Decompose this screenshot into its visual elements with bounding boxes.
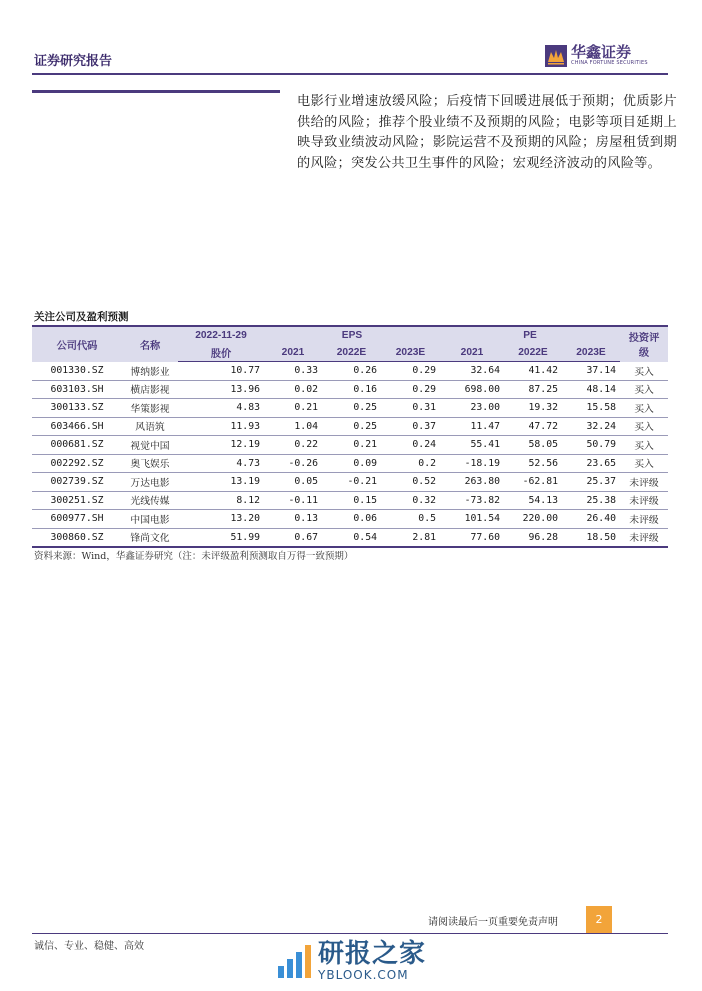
cell-eps-2022e: 0.06 [322,510,381,529]
report-type-label: 证券研究报告 [34,54,113,69]
cell-price: 4.83 [178,399,264,418]
cell-rating: 买入 [620,454,668,473]
fortune-logo-icon [545,45,567,67]
cell-eps-2023e: 0.37 [381,417,440,436]
cell-code: 600977.SH [32,510,122,529]
cell-eps-2021: 0.21 [264,399,322,418]
table-row [32,473,668,492]
table-row [32,528,668,547]
earnings-forecast-table [32,325,668,548]
cell-pe-2022e: -62.81 [504,473,562,492]
risk-warning-paragraph: 电影行业增速放缓风险；后疫情下回暖进展低于预期；优质影片供给的风险；推荐个股业绩不及预期的风险；电影等项目延期上映导致业绩波动风险；影院运营不及预期的风险；房屋租赁到期的风险；突发公共卫生事件的风险；宏观经济波动的风险等。 [297,94,677,171]
header-eps: EPS [264,326,440,344]
table-row [32,362,668,381]
cell-eps-2021: 0.67 [264,528,322,547]
header-eps-2022e: 2022E [322,344,381,362]
cell-eps-2021: 0.33 [264,362,322,381]
cell-name: 中国电影 [122,510,178,529]
cell-pe-2023e: 23.65 [562,454,620,473]
cell-price: 12.19 [178,436,264,455]
company-motto: 诚信、专业、稳健、高效 [34,941,144,952]
table-row [32,454,668,473]
cell-eps-2022e: 0.15 [322,491,381,510]
cell-eps-2022e: 0.25 [322,399,381,418]
cell-pe-2023e: 25.38 [562,491,620,510]
cell-name: 风语筑 [122,417,178,436]
cell-pe-2023e: 50.79 [562,436,620,455]
cell-code: 002292.SZ [32,454,122,473]
cell-pe-2023e: 25.37 [562,473,620,492]
page-number: 2 [586,906,612,934]
cell-code: 300133.SZ [32,399,122,418]
cell-pe-2021: 101.54 [440,510,504,529]
cell-pe-2021: 23.00 [440,399,504,418]
cell-name: 奥飞娱乐 [122,454,178,473]
cell-pe-2021: -73.82 [440,491,504,510]
cell-rating: 买入 [620,436,668,455]
cell-pe-2021: 11.47 [440,417,504,436]
cell-eps-2022e: 0.16 [322,380,381,399]
table-row [32,399,668,418]
table-row [32,417,668,436]
header-pe-2022e: 2022E [504,344,562,362]
cell-pe-2021: 32.64 [440,362,504,381]
watermark [276,940,426,982]
cell-price: 4.73 [178,454,264,473]
table-row [32,380,668,399]
cell-pe-2021: 263.80 [440,473,504,492]
cell-eps-2021: 0.05 [264,473,322,492]
disclaimer-notice: 请阅读最后一页重要免责声明 [428,917,558,928]
cell-pe-2022e: 87.25 [504,380,562,399]
cell-eps-2021: 0.02 [264,380,322,399]
cell-pe-2021: 77.60 [440,528,504,547]
cell-code: 603103.SH [32,380,122,399]
cell-eps-2022e: 0.09 [322,454,381,473]
cell-rating: 买入 [620,362,668,381]
cell-eps-2023e: 0.31 [381,399,440,418]
table-title: 关注公司及盈利预测 [34,311,129,323]
cell-eps-2023e: 2.81 [381,528,440,547]
cell-eps-2023e: 0.29 [381,362,440,381]
cell-name: 博纳影业 [122,362,178,381]
cell-rating: 买入 [620,417,668,436]
logo-name-cn: 华鑫证券 [571,43,632,61]
header-eps-2023e: 2023E [381,344,440,362]
cell-pe-2022e: 58.05 [504,436,562,455]
cell-name: 华策影视 [122,399,178,418]
cell-pe-2022e: 41.42 [504,362,562,381]
cell-pe-2022e: 220.00 [504,510,562,529]
header-rating: 投资评级 [620,326,668,362]
header-pe-2021: 2021 [440,344,504,362]
cell-rating: 未评级 [620,528,668,547]
header-code: 公司代码 [32,326,122,362]
cell-rating: 未评级 [620,510,668,529]
cell-pe-2021: -18.19 [440,454,504,473]
cell-rating: 未评级 [620,473,668,492]
cell-pe-2023e: 26.40 [562,510,620,529]
cell-rating: 买入 [620,399,668,418]
cell-pe-2023e: 37.14 [562,362,620,381]
cell-name: 万达电影 [122,473,178,492]
cell-eps-2021: 0.13 [264,510,322,529]
cell-pe-2022e: 96.28 [504,528,562,547]
cell-pe-2021: 55.41 [440,436,504,455]
cell-eps-2022e: 0.54 [322,528,381,547]
cell-rating: 买入 [620,380,668,399]
cell-eps-2023e: 0.2 [381,454,440,473]
logo-name-en: CHINA FORTUNE SECURITIES [571,60,648,66]
cell-name: 视觉中国 [122,436,178,455]
cell-code: 300860.SZ [32,528,122,547]
cell-pe-2022e: 52.56 [504,454,562,473]
table-row [32,510,668,529]
cell-eps-2022e: 0.21 [322,436,381,455]
section-bar [32,90,280,93]
cell-code: 000681.SZ [32,436,122,455]
header-divider [32,73,668,75]
header-name: 名称 [122,326,178,362]
cell-price: 10.77 [178,362,264,381]
cell-pe-2021: 698.00 [440,380,504,399]
cell-pe-2023e: 32.24 [562,417,620,436]
cell-eps-2023e: 0.29 [381,380,440,399]
cell-price: 13.20 [178,510,264,529]
cell-eps-2021: 1.04 [264,417,322,436]
cell-price: 8.12 [178,491,264,510]
header-date: 2022-11-29 [178,326,264,344]
footer-divider [32,933,668,934]
cell-eps-2021: -0.11 [264,491,322,510]
header-pe: PE [440,326,620,344]
cell-pe-2022e: 19.32 [504,399,562,418]
cell-pe-2022e: 54.13 [504,491,562,510]
watermark-name-cn: 研报之家 [318,939,427,969]
cell-eps-2023e: 0.24 [381,436,440,455]
cell-price: 13.96 [178,380,264,399]
cell-eps-2021: -0.26 [264,454,322,473]
cell-code: 300251.SZ [32,491,122,510]
cell-code: 002739.SZ [32,473,122,492]
bar-chart-icon [276,942,312,980]
cell-code: 001330.SZ [32,362,122,381]
header-eps-2021: 2021 [264,344,322,362]
watermark-name-en: YBLOOK.COM [318,968,409,982]
table-row [32,491,668,510]
cell-pe-2023e: 48.14 [562,380,620,399]
cell-eps-2023e: 0.52 [381,473,440,492]
cell-pe-2023e: 15.58 [562,399,620,418]
company-logo [545,44,648,67]
cell-name: 光线传媒 [122,491,178,510]
cell-price: 51.99 [178,528,264,547]
header-pe-2023e: 2023E [562,344,620,362]
cell-eps-2022e: 0.26 [322,362,381,381]
header-price: 股价 [178,344,264,362]
data-source-note: 资料来源：Wind，华鑫证券研究（注：未评级盈利预测取自万得一致预期） [34,551,354,562]
cell-price: 13.19 [178,473,264,492]
cell-price: 11.93 [178,417,264,436]
cell-pe-2023e: 18.50 [562,528,620,547]
cell-eps-2022e: 0.25 [322,417,381,436]
table-row [32,436,668,455]
cell-code: 603466.SH [32,417,122,436]
cell-rating: 未评级 [620,491,668,510]
cell-eps-2022e: -0.21 [322,473,381,492]
cell-eps-2023e: 0.5 [381,510,440,529]
cell-pe-2022e: 47.72 [504,417,562,436]
cell-eps-2021: 0.22 [264,436,322,455]
cell-eps-2023e: 0.32 [381,491,440,510]
cell-name: 横店影视 [122,380,178,399]
cell-name: 锋尚文化 [122,528,178,547]
